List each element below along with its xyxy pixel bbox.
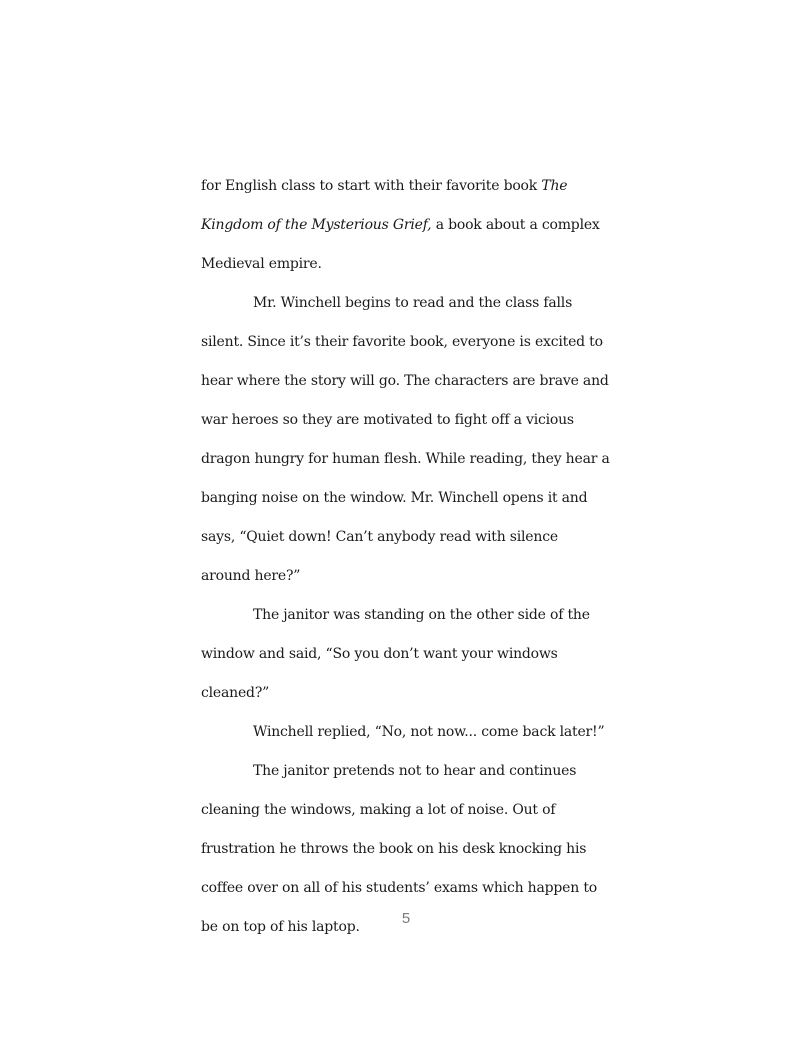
paragraph-1	[201, 167, 611, 284]
paragraph-4: Winchell replied, “No, not now... come back later!”	[253, 724, 605, 740]
paragraph-2: Mr. Winchell begins to read and the class falls silent. Since it’s their favorite book, everyone is excited to hear where the story will go. The characters are brave and war heroes so they are motivated to fight off a vicious dragon hungry for human flesh. While reading, they hear a banging noise on the window. Mr. Winchell opens it and says, “Quiet down! Can’t anybody read with silence around here?”	[201, 295, 610, 584]
page-number: 5	[401, 910, 411, 927]
body-text	[201, 167, 611, 947]
paragraph-1-text-after: a book about a complex Medieval empire.	[201, 217, 600, 272]
paragraph-3: The janitor was standing on the other side of the window and said, “So you don’t want your windows cleaned?”	[201, 607, 590, 701]
book-title: The Kingdom of the Mysterious Grief,	[201, 178, 568, 233]
paragraph-5: The janitor pretends not to hear and continues cleaning the windows, making a lot of noise. Out of frustration he throws the book on his desk knocking his coffee over on all of his students’ exams which happen to be on top of his laptop.	[201, 763, 597, 935]
paragraph-1-text-before: for English class to start with their favorite book	[201, 178, 542, 194]
